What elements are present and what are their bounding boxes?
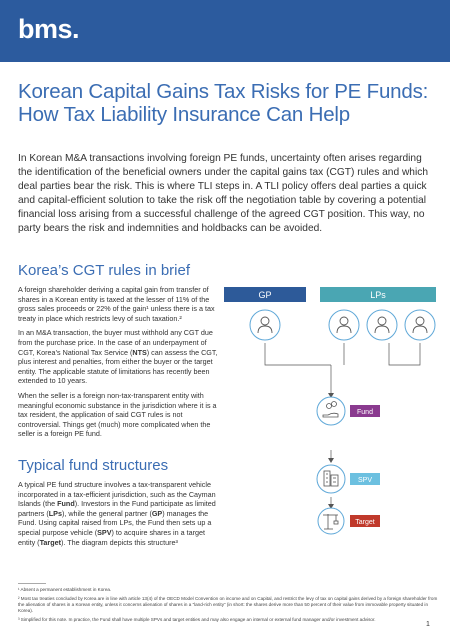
fund-p1-text-e: ), while the general partner ( <box>61 508 152 518</box>
fund-p1-term-lps: LPs <box>48 508 62 518</box>
cgt-paragraph-1 <box>18 285 220 323</box>
section-heading-fund-structures: Typical fund structures <box>18 457 169 474</box>
footnote-1: ¹ Absent a permanent establishment in Korea. <box>18 587 112 592</box>
lp-person-icon <box>405 310 435 340</box>
lp-person-icon <box>367 310 397 340</box>
cgt-p3-text: When the seller is a foreign non-tax-transparent entity with meaningful economic substance in the jurisdiction where it is a tax resident, the application of said CGT rules is not controversial. Things get (much) more complicated when the seller is a foreign PE fund. <box>18 390 217 439</box>
cgt-paragraph-3 <box>18 391 220 439</box>
cgt-p2-text-c: ) can assess the CGT, plus interest and penalties, from either the buyer or the target entity. The applicable statute of limitations has recently been extended to 10 years. <box>18 347 218 386</box>
fund-paragraph-1 <box>18 480 220 547</box>
gp-label: GP <box>258 290 272 300</box>
footnote-divider <box>18 583 46 584</box>
footnote-3: ³ Simplified for this note. In practice, the Fund shall have multiple SPVs and target entities and may also engage an internal or external fund manager and/or investment advisor. <box>18 616 376 622</box>
cgt-paragraph-2 <box>18 328 220 386</box>
arrow-to-spv <box>328 458 334 463</box>
header-bar <box>0 0 450 62</box>
fund-p1-text-c: ). Investors in the Fund participate as limited partners ( <box>18 499 216 518</box>
fund-structure-diagram <box>222 285 440 535</box>
fund-label: Fund <box>357 409 373 416</box>
intro-paragraph: In Korean M&A transactions involving foreign PE funds, uncertainty often arises regarding the identification of the beneficial owners under the capital gains tax (CGT) rules and which deal parties bear the risk. This is where TLI steps in. A TLI policy offers deal parties a quick and capital-efficient solution to take the risk off the negotiation table by covering a potential financial loss arising from a successful challenge of the agreed CGT position. This way, no party bears the risk and indemnities and holdbacks can be avoided. <box>18 153 428 234</box>
bms-logo: bms. <box>18 14 80 44</box>
cgt-p2-term-nts: NTS <box>132 347 147 357</box>
fund-p1-term-fund: Fund <box>57 499 75 509</box>
gp-person-icon <box>250 310 280 340</box>
footnotes <box>18 587 438 626</box>
fund-p1-text-i: ) to acquire shares in a target entity ( <box>18 527 205 547</box>
footnote-2: ² Most tax treaties concluded by Korea are in line with article 13(4) of the OECD Model Convention on income and on Capital, and restrict the levy of tax on capital gains derived by a foreign shareholder from the alienation of shares in a Korean entity, unless it concerns alienation of shares in a “land-rich entity” (in short: the shares derive more than 50 percent of their value from immovable property situated in Korea). <box>18 595 438 614</box>
cgt-p2-text-a: In an M&A transaction, the buyer must withhold any CGT due from the purchase price. In the case of an underpayment of CGT, Korea’s National Tax Service ( <box>18 328 213 357</box>
lp-person-icon <box>329 310 359 340</box>
spv-label: SPV <box>357 477 373 484</box>
page-title: Korean Capital Gains Tax Risks for PE Funds: How Tax Liability Insurance Can Help <box>18 80 429 126</box>
cgt-p1-text: A foreign shareholder deriving a capital gain from transfer of shares in a Korean entity is taxed at the lesser of 11% of the gross sales proceeds or 22% of the gain¹ unless there is a tax treaty in place which restricts levy of such taxation.² <box>18 285 215 323</box>
section-heading-cgt-rules: Korea’s CGT rules in brief <box>18 262 191 279</box>
fund-p1-text-k: ). The diagram depicts this structure³ <box>61 537 178 547</box>
section-fund-structures-body <box>18 480 220 552</box>
spv-node <box>317 465 345 493</box>
lps-label: LPs <box>370 290 386 300</box>
page-number: 1 <box>426 621 430 628</box>
target-node <box>318 508 344 534</box>
fund-p1-term-spv: SPV <box>97 527 112 537</box>
section-cgt-rules-body <box>18 285 220 444</box>
fund-p1-text-g: ) manages the Fund. Using capital raised from LPs, the Fund then sets up a special purpose vehicle ( <box>18 508 212 537</box>
target-label: Target <box>355 519 375 526</box>
fund-p1-term-target: Target <box>39 537 62 547</box>
fund-node <box>317 397 345 425</box>
fund-p1-text-a: A typical PE fund structure involves a tax-transparent vehicle incorporated in a tax-efficient jurisdiction, such as the Cayman Islands (the <box>18 480 216 509</box>
fund-p1-term-gp: GP <box>151 508 163 518</box>
